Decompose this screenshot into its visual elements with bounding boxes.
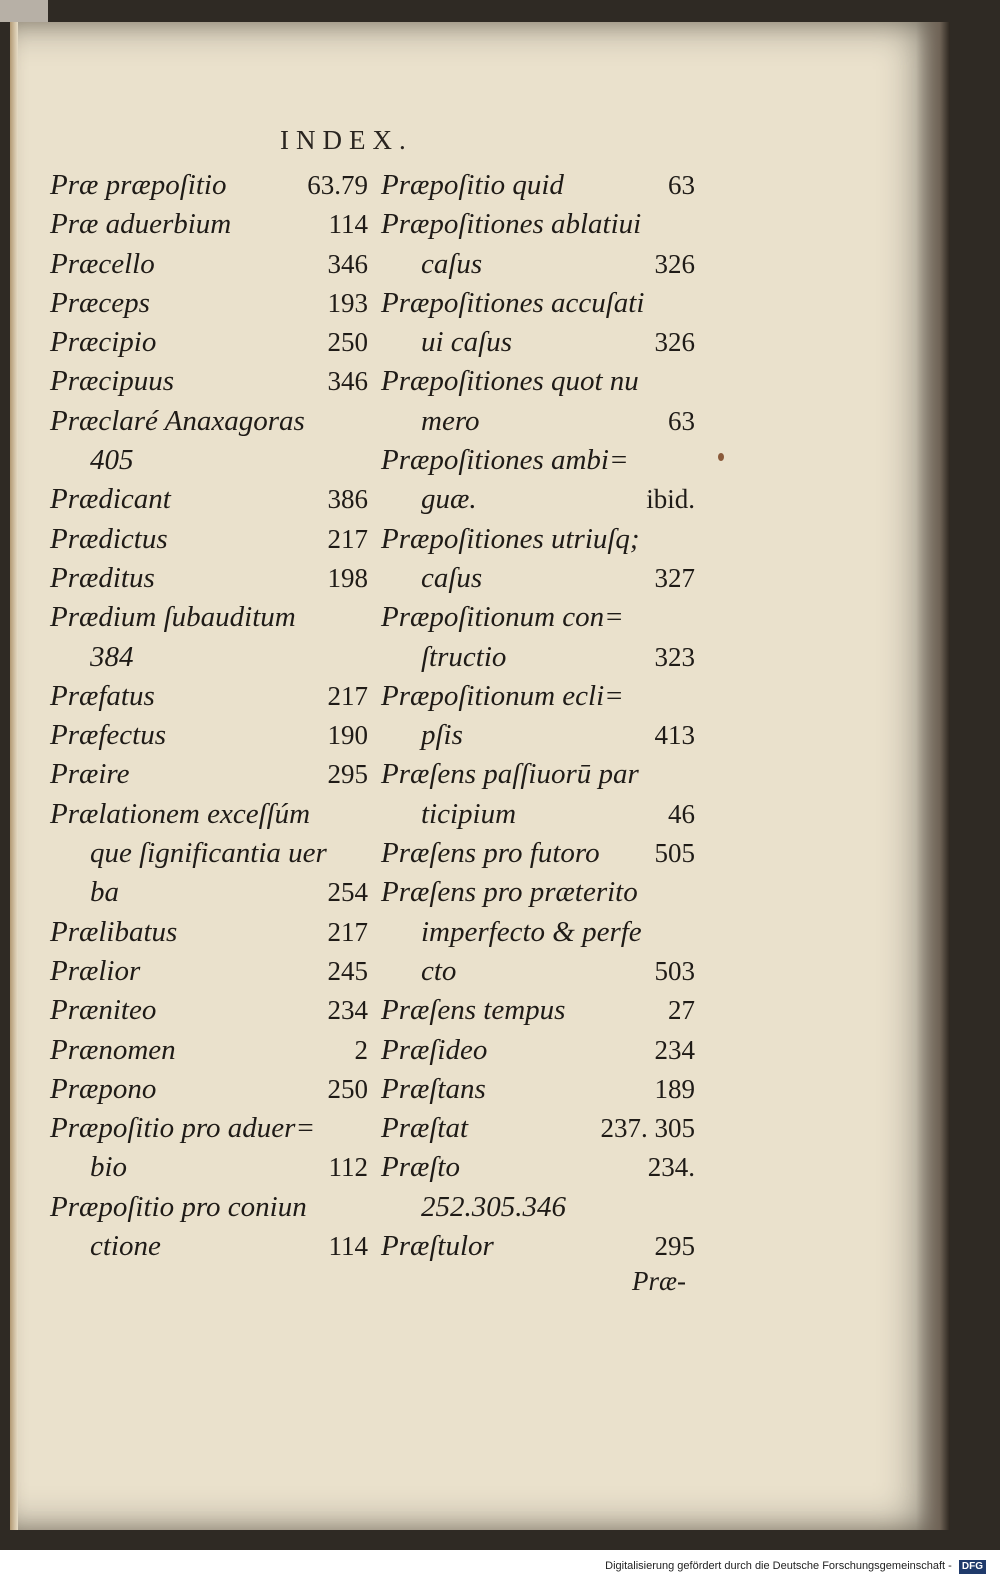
index-entry [381,166,695,205]
index-page-ref: 250 [327,1073,368,1104]
index-page-ref: 198 [327,562,368,593]
index-entry [381,716,695,755]
index-entry [50,1031,368,1070]
dfg-logo: DFG [959,1560,986,1574]
index-term: ctione [90,1230,161,1263]
index-term: Præpoſitiones quot nu [381,365,639,398]
index-term: Præpoſitio quid [381,169,564,201]
index-entry [381,952,695,991]
page-edge-shadow [916,22,950,1530]
index-entry [50,991,368,1030]
index-term: ticipium [421,797,517,830]
index-entry [381,284,695,323]
index-term: ſtructio [421,640,507,673]
index-entry [381,677,695,716]
index-page-ref: 63.79 [307,170,368,200]
index-page-ref: 234 [654,1034,695,1065]
index-column-right [381,166,695,1266]
index-entry [381,362,695,401]
index-term: Præpoſitio pro aduer= [50,1112,316,1145]
index-term: Prælationem exceſſúm [50,797,311,830]
digitization-footer [0,1550,1000,1582]
footer-text: Digitalisierung gefördert durch die Deutsche Forschungsgemeinschaft - [605,1560,952,1572]
index-entry [381,1227,695,1266]
index-entry [381,873,695,912]
index-entry [50,559,368,598]
index-entry [50,205,368,244]
index-entry [50,245,368,284]
index-term: Præpono [50,1072,157,1105]
index-term: Præpoſitiones utriuſq; [381,522,640,555]
index-page-ref: 503 [654,955,695,986]
index-entry [381,834,695,873]
index-entry [381,520,695,559]
index-term: Præ præpoſitio [50,169,227,201]
index-entry [381,991,695,1030]
index-page-ref: 295 [327,759,368,790]
index-entry [381,402,695,441]
index-term: Præſens pro futoro [381,837,600,870]
index-entry [381,323,695,362]
index-page-ref: 217 [327,916,368,947]
index-term: Præpoſitiones accuſati [381,286,645,319]
index-entry [50,284,368,323]
index-entry [50,402,368,441]
index-page-ref: 2 [354,1034,368,1065]
index-term: Præfatus [50,679,155,712]
index-term: Præpoſitionum ecli= [381,679,624,712]
paper-speck [718,453,724,461]
index-entry [50,1109,368,1148]
index-entry [381,1148,695,1187]
index-entry [50,362,368,401]
index-term: ui caſus [421,326,513,359]
index-term: Prædium ſubauditum [50,601,296,634]
index-page-ref: 190 [327,720,368,751]
index-entry [381,205,695,244]
index-entry [50,834,368,873]
index-entry [381,1188,695,1227]
index-entry [381,913,695,952]
index-term: Præcipuus [50,365,175,398]
index-entry [50,520,368,559]
index-entry [50,716,368,755]
index-term: pſis [421,719,463,752]
page-heading: INDEX. [280,125,413,155]
index-page-ref: 295 [654,1231,695,1262]
index-entry [381,245,695,284]
index-page-ref: 63 [668,170,695,200]
index-term: 405 [90,444,134,477]
index-term: Præſtulor [381,1230,494,1263]
index-term: Præceps [50,286,150,319]
index-entry [50,913,368,952]
index-entry [381,1031,695,1070]
index-entry [50,638,368,677]
index-entry [50,1148,368,1187]
index-entry [50,1227,368,1266]
index-page-ref: 323 [654,641,695,672]
index-term: caſus [421,561,483,594]
index-term: Præpoſitiones ambi= [381,444,629,477]
index-term: mero [421,404,480,437]
index-page-ref: 346 [327,248,368,279]
index-page-ref: 27 [668,995,695,1026]
index-term: Præſideo [381,1033,488,1066]
catchword: Præ- [632,1266,686,1296]
index-page-ref: 386 [327,484,368,515]
index-page-ref: 237. 305 [600,1113,695,1144]
index-page-ref: 234 [327,995,368,1026]
index-term: Præditus [50,561,155,594]
index-term: caſus [421,247,483,280]
index-term: Præ aduerbium [50,208,232,241]
index-entry [50,1070,368,1109]
index-entry [50,677,368,716]
index-page-ref: 505 [654,838,695,869]
index-page-ref: 63 [668,405,695,436]
scan-corner [0,0,48,22]
index-entry [50,441,368,480]
index-term: ba [90,876,119,909]
index-entry [50,795,368,834]
index-entry [381,638,695,677]
index-entry [50,598,368,637]
index-page-ref: 250 [327,327,368,358]
index-entry [50,166,368,205]
index-entry [50,1188,368,1227]
index-page-ref: 46 [668,798,695,829]
index-term: Præire [50,758,130,791]
index-term: 252.305.346 [421,1190,566,1223]
index-page-ref: 193 [327,287,368,318]
index-entry [381,598,695,637]
index-page-ref: 245 [327,955,368,986]
index-term: Præſto [381,1151,460,1184]
index-entry [50,755,368,794]
index-entry [381,480,695,519]
index-page-ref: 413 [654,720,695,751]
index-term: Præclaré Anaxagoras [50,404,305,437]
index-entry [50,323,368,362]
index-column-left [50,166,368,1266]
index-page-ref: 326 [654,248,695,279]
index-entry [50,873,368,912]
index-term: Præſtans [381,1072,486,1105]
index-term: Præſtat [381,1112,469,1145]
index-term: Præpoſitio pro coniun [50,1190,307,1223]
index-term: Prælior [50,954,141,987]
index-term: 384 [90,640,134,673]
index-term: guæ. [421,483,477,516]
index-term: Prænomen [50,1033,176,1066]
index-entry [381,441,695,480]
index-term: Prædicant [50,483,171,516]
index-entry [381,755,695,794]
index-page-ref: 326 [654,327,695,358]
index-entry [50,952,368,991]
index-term: Præpoſitiones ablatiui [381,208,642,241]
index-page-ref: 114 [328,209,368,240]
index-page-ref: 217 [327,680,368,711]
index-term: Prælibatus [50,915,178,948]
index-entry [50,480,368,519]
index-term: imperfecto & perfe [421,915,642,948]
page-spine-shadow [10,22,18,1530]
index-term: Præſens tempus [381,994,566,1027]
index-term: Præfectus [50,719,166,752]
index-term: Præniteo [50,994,157,1027]
index-term: Præcipio [50,326,157,359]
index-page-ref: 114 [328,1231,368,1262]
index-page-ref: 327 [654,562,695,593]
index-term: bio [90,1151,128,1184]
index-entry [381,559,695,598]
index-term: cto [421,954,457,987]
index-page-ref: 346 [327,366,368,397]
index-term: Præcello [50,247,155,280]
index-page-ref: 189 [654,1073,695,1104]
index-term: que ſignificantia uer [90,837,327,870]
index-page-ref: 112 [328,1152,368,1183]
index-term: Præſens paſſiuorū par [381,758,639,791]
index-term: Prædictus [50,522,168,555]
index-term: Præſens pro præterito [381,876,638,909]
index-page-ref: ibid. [646,484,695,515]
index-entry [381,795,695,834]
index-entry [381,1109,695,1148]
index-page-ref: 234. [647,1152,695,1183]
index-page-ref: 254 [327,877,368,908]
index-page-ref: 217 [327,523,368,554]
index-term: Præpoſitionum con= [381,601,624,634]
index-entry [381,1070,695,1109]
